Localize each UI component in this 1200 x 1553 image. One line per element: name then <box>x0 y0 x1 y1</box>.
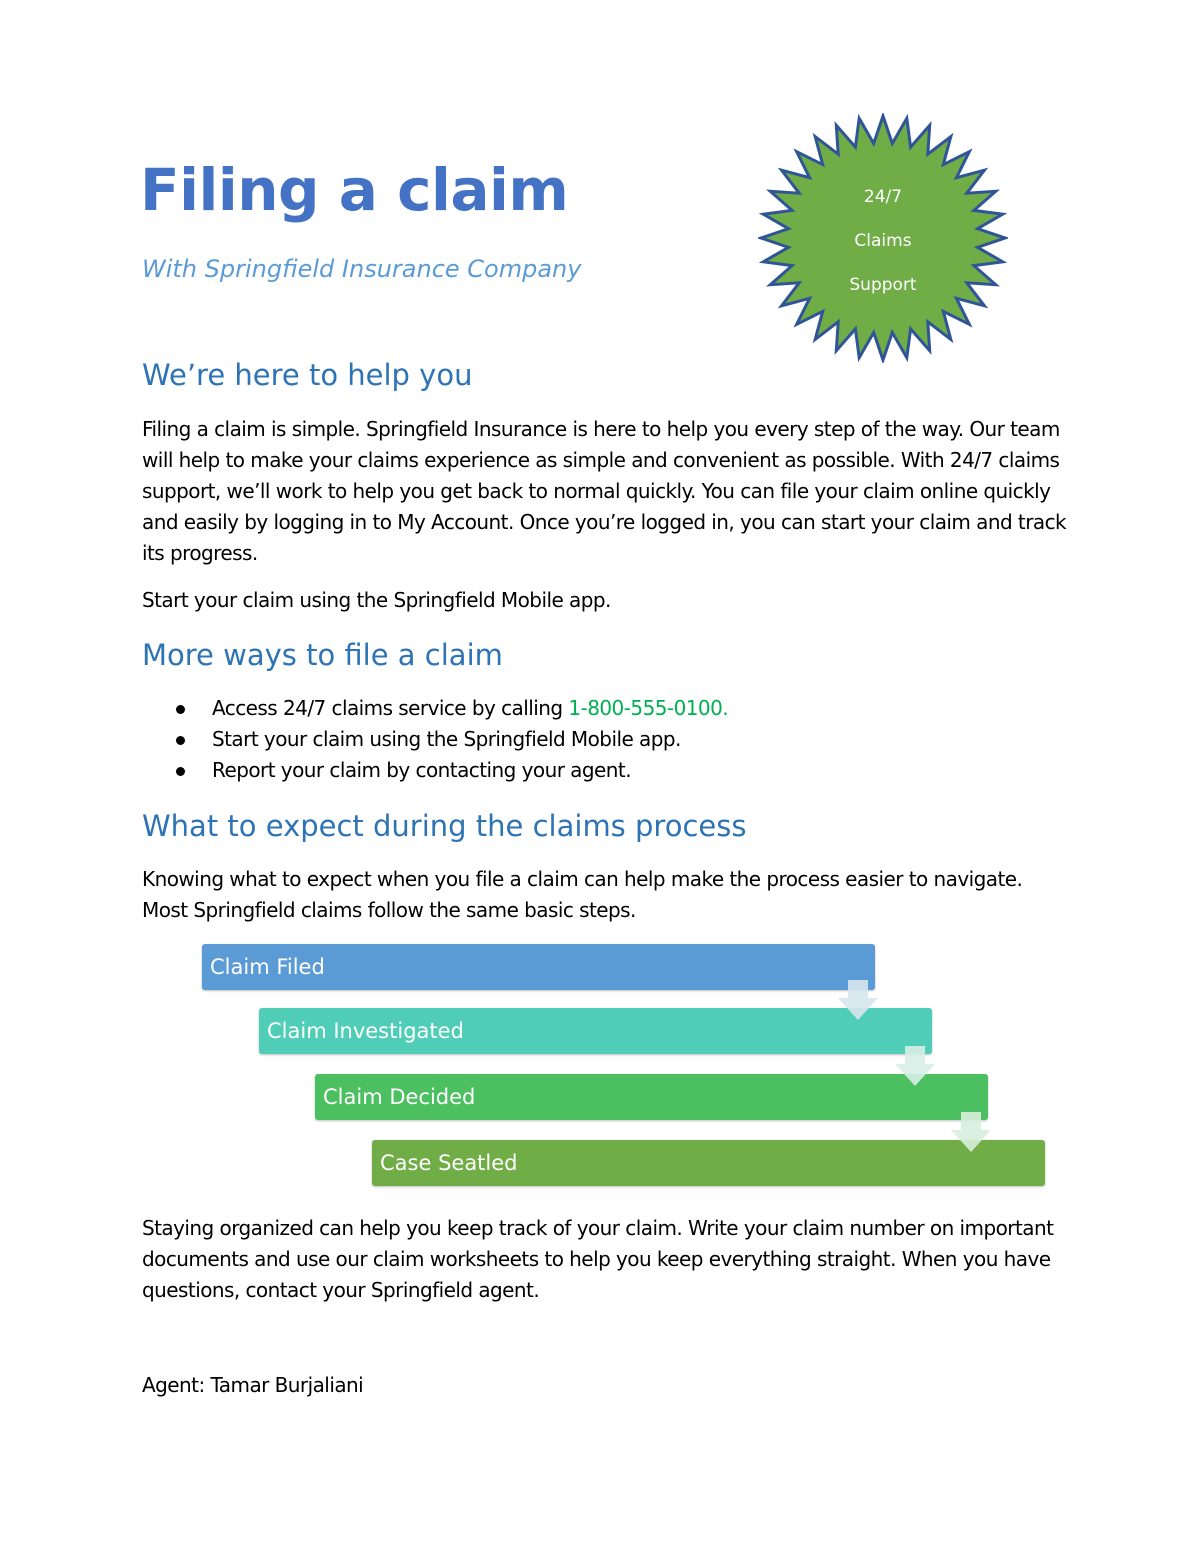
bullet-icon <box>176 736 185 745</box>
expect-paragraph: Knowing what to expect when you file a claim can help make the process easier to navigate. Most Springfield claims follow the same basic steps. <box>142 867 1023 922</box>
closing-paragraph: Staying organized can help you keep track of your claim. Write your claim number on important documents and use our claim worksheets to help you keep everything straight. When you have questions, contact your Springfield agent. <box>142 1216 1054 1302</box>
agent-name: Agent: Tamar Burjaliani <box>142 1373 364 1397</box>
document-subtitle: With Springfield Insurance Company <box>142 255 582 283</box>
step-claim-investigated: Claim Investigated <box>259 1008 932 1054</box>
claims-support-badge <box>758 113 1008 363</box>
help-paragraph: Filing a claim is simple. Springfield Insurance is here to help you every step of the way. Our team will help to make your claims experience as simple and convenient as possible. With 24/7 claims support, we’ll work to help you get back to normal quickly. You can file your claim online quickly and easily by logging in to My Account. Once you’re logged in, you can start your claim and track its progress. <box>142 417 1067 565</box>
down-arrow-icon <box>838 980 878 1020</box>
section-heading-help: We’re here to help you <box>142 358 473 392</box>
list-item-text: Start your claim using the Springfield Mobile app. <box>212 727 681 751</box>
phone-number: 1-800-555-0100. <box>568 696 729 720</box>
list-item <box>142 724 728 755</box>
section-heading-expect: What to expect during the claims process <box>142 809 747 843</box>
mobile-app-line: Start your claim using the Springfield Mobile app. <box>142 588 611 612</box>
badge-line-3: Support <box>849 275 917 295</box>
badge-line-1: 24/7 <box>863 187 903 207</box>
list-item <box>142 693 728 724</box>
list-item <box>142 755 728 786</box>
step-case-settled: Case Seatled <box>372 1140 1045 1186</box>
down-arrow-icon <box>951 1112 991 1152</box>
document-title: Filing a claim <box>140 156 569 224</box>
step-claim-filed: Claim Filed <box>202 944 875 990</box>
bullet-icon <box>176 767 185 776</box>
list-item-text: Report your claim by contacting your agent. <box>212 758 632 782</box>
ways-list <box>142 693 728 786</box>
down-arrow-icon <box>895 1046 935 1086</box>
section-heading-more-ways: More ways to file a claim <box>142 638 503 672</box>
badge-line-2: Claims <box>854 231 912 251</box>
bullet-icon <box>176 705 185 714</box>
list-item-text: Access 24/7 claims service by calling <box>212 696 569 720</box>
step-claim-decided: Claim Decided <box>315 1074 988 1120</box>
